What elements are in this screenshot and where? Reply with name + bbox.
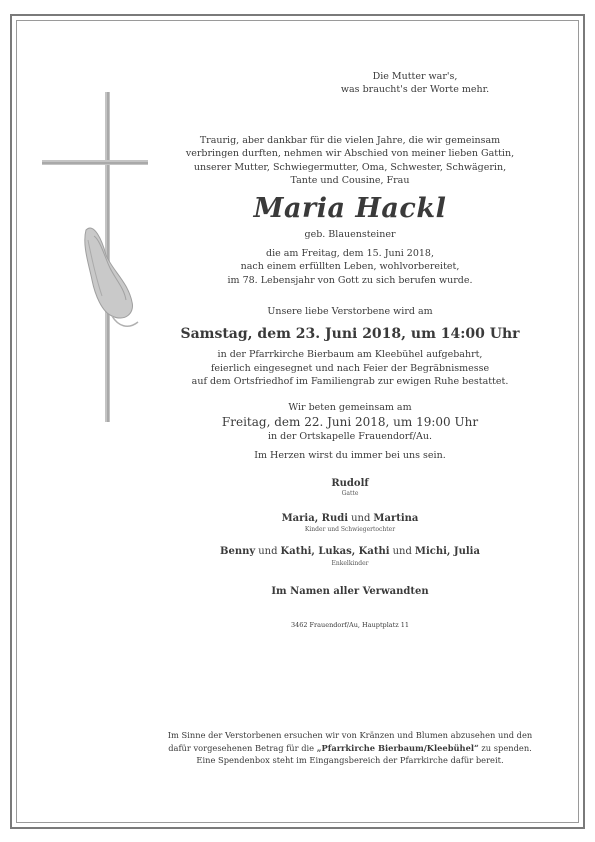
footer-text: zu spenden. (481, 742, 532, 753)
grandchild-name-a: Benny (220, 546, 256, 558)
motto-line: Die Mutter war's, (372, 71, 458, 82)
birth-name: geb. Blauensteiner (304, 229, 396, 241)
grandchild-names-c: Michi, Julia (414, 546, 480, 558)
grand-und-1: und (258, 546, 278, 558)
footer-text: dafür vorgesehenen Betrag für die (168, 742, 315, 753)
funeral-line: feierlich eingesegnet und nach Feier der Begräbnismesse (210, 362, 490, 374)
relatives-line: Im Namen aller Verwandten (271, 585, 429, 597)
children-und: und (351, 512, 371, 524)
grandchild-names-b: Kathi, Lukas, Kathi (280, 546, 390, 558)
intro-line: unserer Mutter, Schwiegermutter, Oma, Schwester, Schwägerin, (193, 161, 507, 173)
death-notice (150, 247, 550, 287)
death-line: die am Freitag, dem 15. Juni 2018, (265, 247, 434, 259)
funeral-date-time: Samstag, dem 23. Juni 2018, um 14:00 Uhr (180, 326, 520, 343)
footer-line: Eine Spendenbox steht im Eingangsbereich der Pfarrkirche dafür bereit. (196, 755, 504, 765)
motto-line: was braucht's der Worte mehr. (340, 84, 490, 96)
footer-line-2 (150, 742, 550, 755)
intro-line: Tante und Cousine, Frau (290, 175, 410, 187)
intro-text (150, 134, 550, 188)
motto (300, 70, 530, 97)
address: 3462 Frauendorf/Au, Hauptplatz 11 (290, 620, 410, 629)
children-role: Kinder und Schwiegertochter (304, 526, 396, 534)
closing-text: Im Herzen wirst du immer bei uns sein. (254, 449, 446, 461)
prayer-intro: Wir beten gemeinsam am (288, 401, 412, 413)
mourner-children (150, 512, 550, 534)
death-line: im 78. Lebensjahr von Gott zu sich berufen wurde. (227, 274, 473, 286)
funeral-intro: Unsere liebe Verstorbene wird am (267, 306, 433, 318)
footer-church: „Pfarrkirche Bierbaum/Kleebühel“ (316, 742, 479, 753)
intro-line: verbringen durften, nehmen wir Abschied von meiner lieben Gattin, (185, 148, 515, 160)
prayer-location: in der Ortskapelle Frauendorf/Au. (267, 431, 433, 443)
mourner-grandchildren (150, 545, 550, 567)
funeral-line: auf dem Ortsfriedhof im Familiengrab zur ewigen Ruhe bestattet. (191, 376, 509, 388)
cross-icon (40, 90, 150, 430)
funeral-details (150, 348, 550, 388)
funeral-line: in der Pfarrkirche Bierbaum am Kleebühel aufgebahrt, (217, 349, 483, 361)
donation-note (150, 729, 550, 767)
footer-line: Im Sinne der Verstorbenen ersuchen wir von Kränzen und Blumen abzusehen und den (167, 730, 533, 740)
spouse-role: Gatte (341, 489, 359, 497)
prayer-date-time: Freitag, dem 22. Juni 2018, um 19:00 Uhr (221, 415, 479, 430)
children-names-a: Maria, Rudi (281, 512, 349, 524)
intro-line: Traurig, aber dankbar für die vielen Jahre, die wir gemeinsam (199, 134, 501, 146)
children-names-b: Martina (373, 512, 419, 524)
mourner-spouse (150, 478, 550, 498)
praying-hands-icon (85, 228, 138, 326)
death-line: nach einem erfüllten Leben, wohlvorbereitet, (240, 261, 460, 273)
spouse-name: Rudolf (331, 477, 369, 489)
obituary-content (150, 70, 550, 629)
grand-und-2: und (392, 546, 412, 558)
grandchildren-role: Enkelkinder (331, 559, 369, 567)
deceased-name: Maria Hackl (253, 193, 447, 225)
